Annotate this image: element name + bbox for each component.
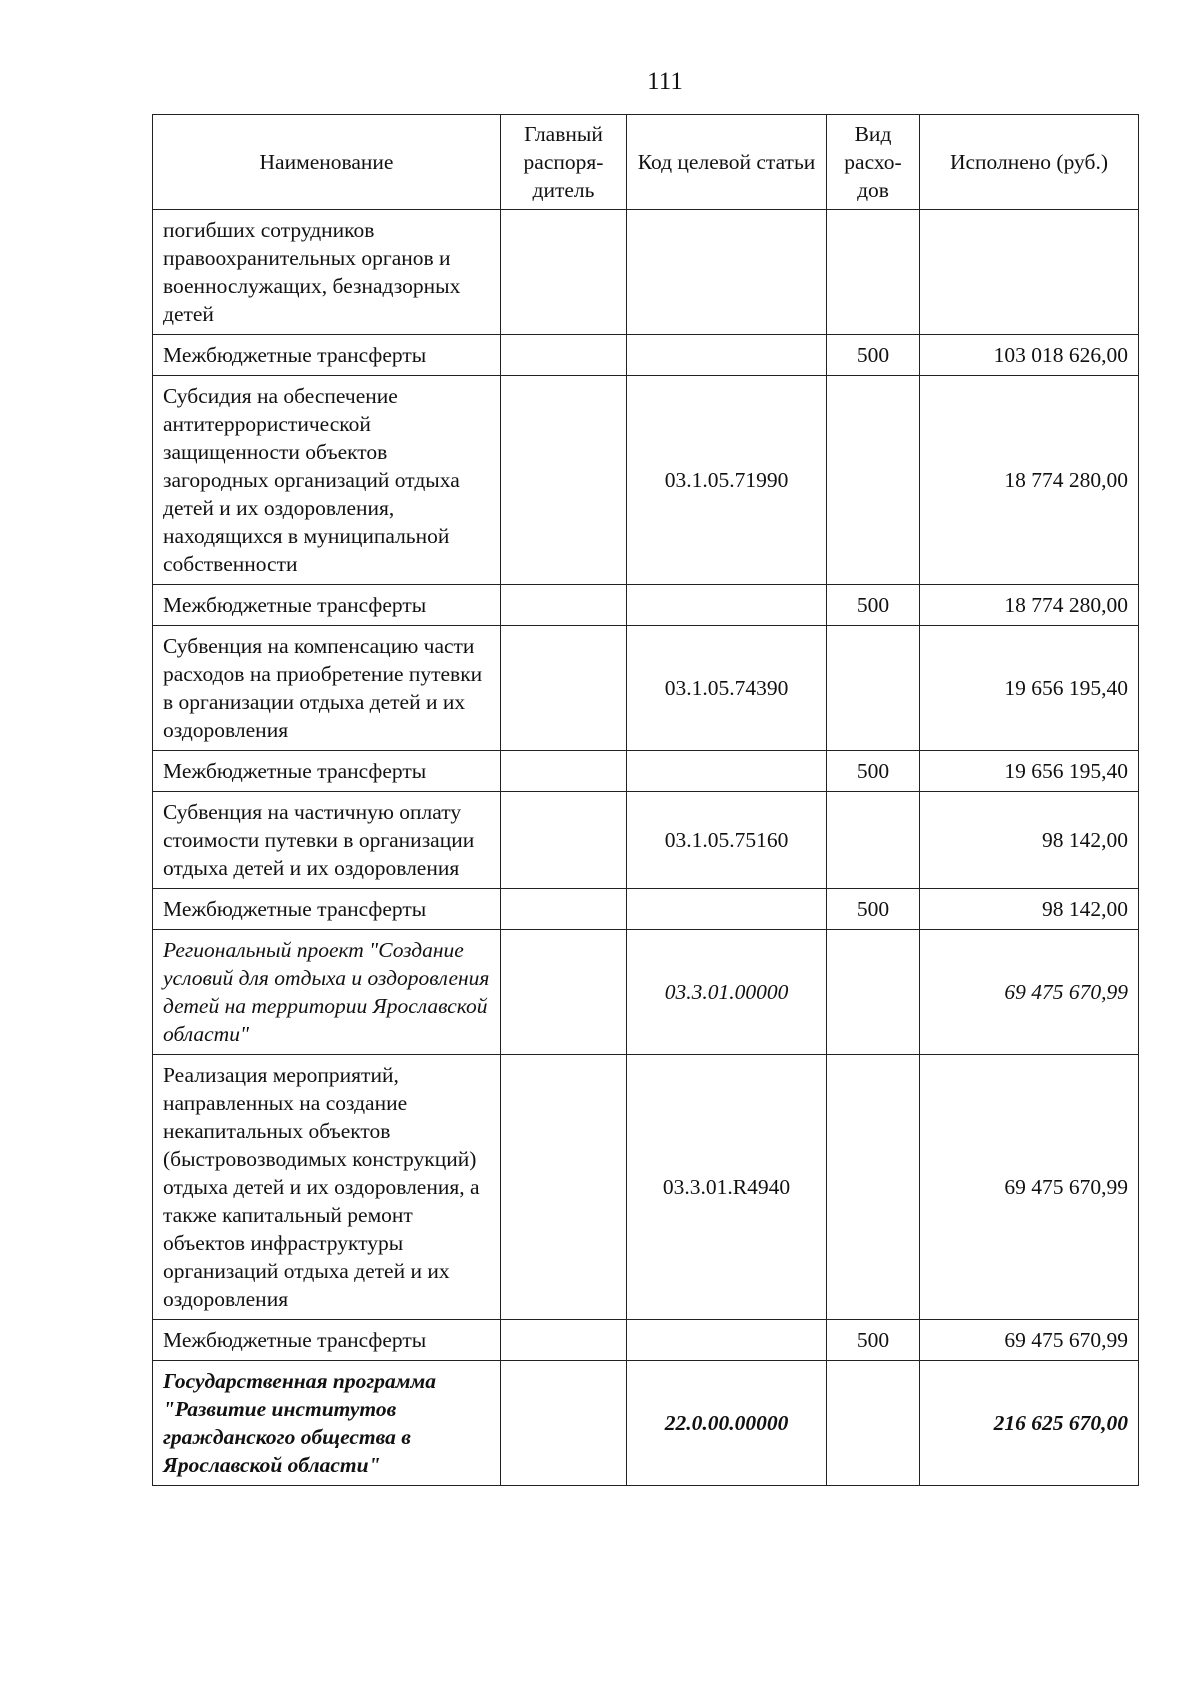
- header-manager: Главный распоря-дитель: [501, 115, 627, 210]
- table-row: [153, 376, 1139, 585]
- cell-manager: [501, 1055, 627, 1320]
- cell-code: [627, 1320, 827, 1361]
- cell-amount: [920, 210, 1139, 335]
- cell-name: Межбюджетные трансферты: [153, 1320, 501, 1361]
- table-row: [153, 1055, 1139, 1320]
- cell-kind: [827, 626, 920, 751]
- cell-manager: [501, 585, 627, 626]
- cell-code: 03.1.05.74390: [627, 626, 827, 751]
- cell-name: Субсидия на обеспечение антитеррористической защищенности объектов загородных организаций отдыха детей и их оздоровления, находящихся в муниципальной собственности: [153, 376, 501, 585]
- cell-manager: [501, 889, 627, 930]
- header-name: Наименование: [153, 115, 501, 210]
- cell-name: погибших сотрудников правоохранительных органов и военнослужащих, безнадзорных детей: [153, 210, 501, 335]
- table-row: [153, 335, 1139, 376]
- cell-code: 03.1.05.75160: [627, 792, 827, 889]
- cell-kind: [827, 792, 920, 889]
- cell-kind: 500: [827, 1320, 920, 1361]
- cell-kind: 500: [827, 335, 920, 376]
- cell-name: Региональный проект "Создание условий для отдыха и оздоровления детей на территории Ярославской области": [153, 930, 501, 1055]
- cell-name: Межбюджетные трансферты: [153, 751, 501, 792]
- cell-amount: 19 656 195,40: [920, 626, 1139, 751]
- cell-amount: 98 142,00: [920, 792, 1139, 889]
- cell-code: [627, 335, 827, 376]
- cell-manager: [501, 376, 627, 585]
- cell-amount: 19 656 195,40: [920, 751, 1139, 792]
- cell-code: 03.3.01.R4940: [627, 1055, 827, 1320]
- cell-kind: 500: [827, 751, 920, 792]
- cell-code: 22.0.00.00000: [627, 1361, 827, 1486]
- cell-amount: 18 774 280,00: [920, 585, 1139, 626]
- cell-name: Субвенция на частичную оплату стоимости путевки в организации отдыха детей и их оздоровления: [153, 792, 501, 889]
- cell-amount: 103 018 626,00: [920, 335, 1139, 376]
- cell-amount: 18 774 280,00: [920, 376, 1139, 585]
- cell-name: Межбюджетные трансферты: [153, 889, 501, 930]
- table-body: [153, 210, 1139, 1486]
- cell-manager: [501, 930, 627, 1055]
- cell-manager: [501, 626, 627, 751]
- table-row: [153, 751, 1139, 792]
- cell-amount: 216 625 670,00: [920, 1361, 1139, 1486]
- table-header-row: [153, 115, 1139, 210]
- cell-code: [627, 585, 827, 626]
- cell-manager: [501, 335, 627, 376]
- cell-manager: [501, 792, 627, 889]
- cell-kind: 500: [827, 585, 920, 626]
- cell-code: [627, 889, 827, 930]
- table-row: [153, 792, 1139, 889]
- budget-table: [152, 114, 1139, 1486]
- table-row: [153, 1320, 1139, 1361]
- cell-name: Субвенция на компенсацию части расходов на приобретение путевки в организации отдыха детей и их оздоровления: [153, 626, 501, 751]
- table-row: [153, 626, 1139, 751]
- cell-kind: [827, 1055, 920, 1320]
- header-amount: Исполнено (руб.): [920, 115, 1139, 210]
- cell-amount: 98 142,00: [920, 889, 1139, 930]
- cell-code: [627, 751, 827, 792]
- cell-kind: 500: [827, 889, 920, 930]
- cell-manager: [501, 1361, 627, 1486]
- cell-kind: [827, 210, 920, 335]
- header-kind: Вид расхо-дов: [827, 115, 920, 210]
- cell-name: Реализация мероприятий, направленных на создание некапитальных объектов (быстровозводимых конструкций) отдыха детей и их оздоровления, а также капитальный ремонт объектов инфраструктуры организаций отдыха детей и их оздоровления: [153, 1055, 501, 1320]
- cell-kind: [827, 1361, 920, 1486]
- cell-name: Межбюджетные трансферты: [153, 585, 501, 626]
- cell-manager: [501, 1320, 627, 1361]
- cell-code: 03.3.01.00000: [627, 930, 827, 1055]
- cell-name: Межбюджетные трансферты: [153, 335, 501, 376]
- cell-code: 03.1.05.71990: [627, 376, 827, 585]
- header-code: Код целевой статьи: [627, 115, 827, 210]
- cell-kind: [827, 930, 920, 1055]
- cell-amount: 69 475 670,99: [920, 1055, 1139, 1320]
- table-row: [153, 585, 1139, 626]
- cell-manager: [501, 751, 627, 792]
- cell-amount: 69 475 670,99: [920, 930, 1139, 1055]
- table-row: [153, 889, 1139, 930]
- table-row: [153, 1361, 1139, 1486]
- cell-name: Государственная программа "Развитие институтов гражданского общества в Ярославской области": [153, 1361, 501, 1486]
- cell-kind: [827, 376, 920, 585]
- table-row: [153, 210, 1139, 335]
- page-number: 111: [647, 68, 683, 95]
- cell-manager: [501, 210, 627, 335]
- cell-amount: 69 475 670,99: [920, 1320, 1139, 1361]
- cell-code: [627, 210, 827, 335]
- table-row: [153, 930, 1139, 1055]
